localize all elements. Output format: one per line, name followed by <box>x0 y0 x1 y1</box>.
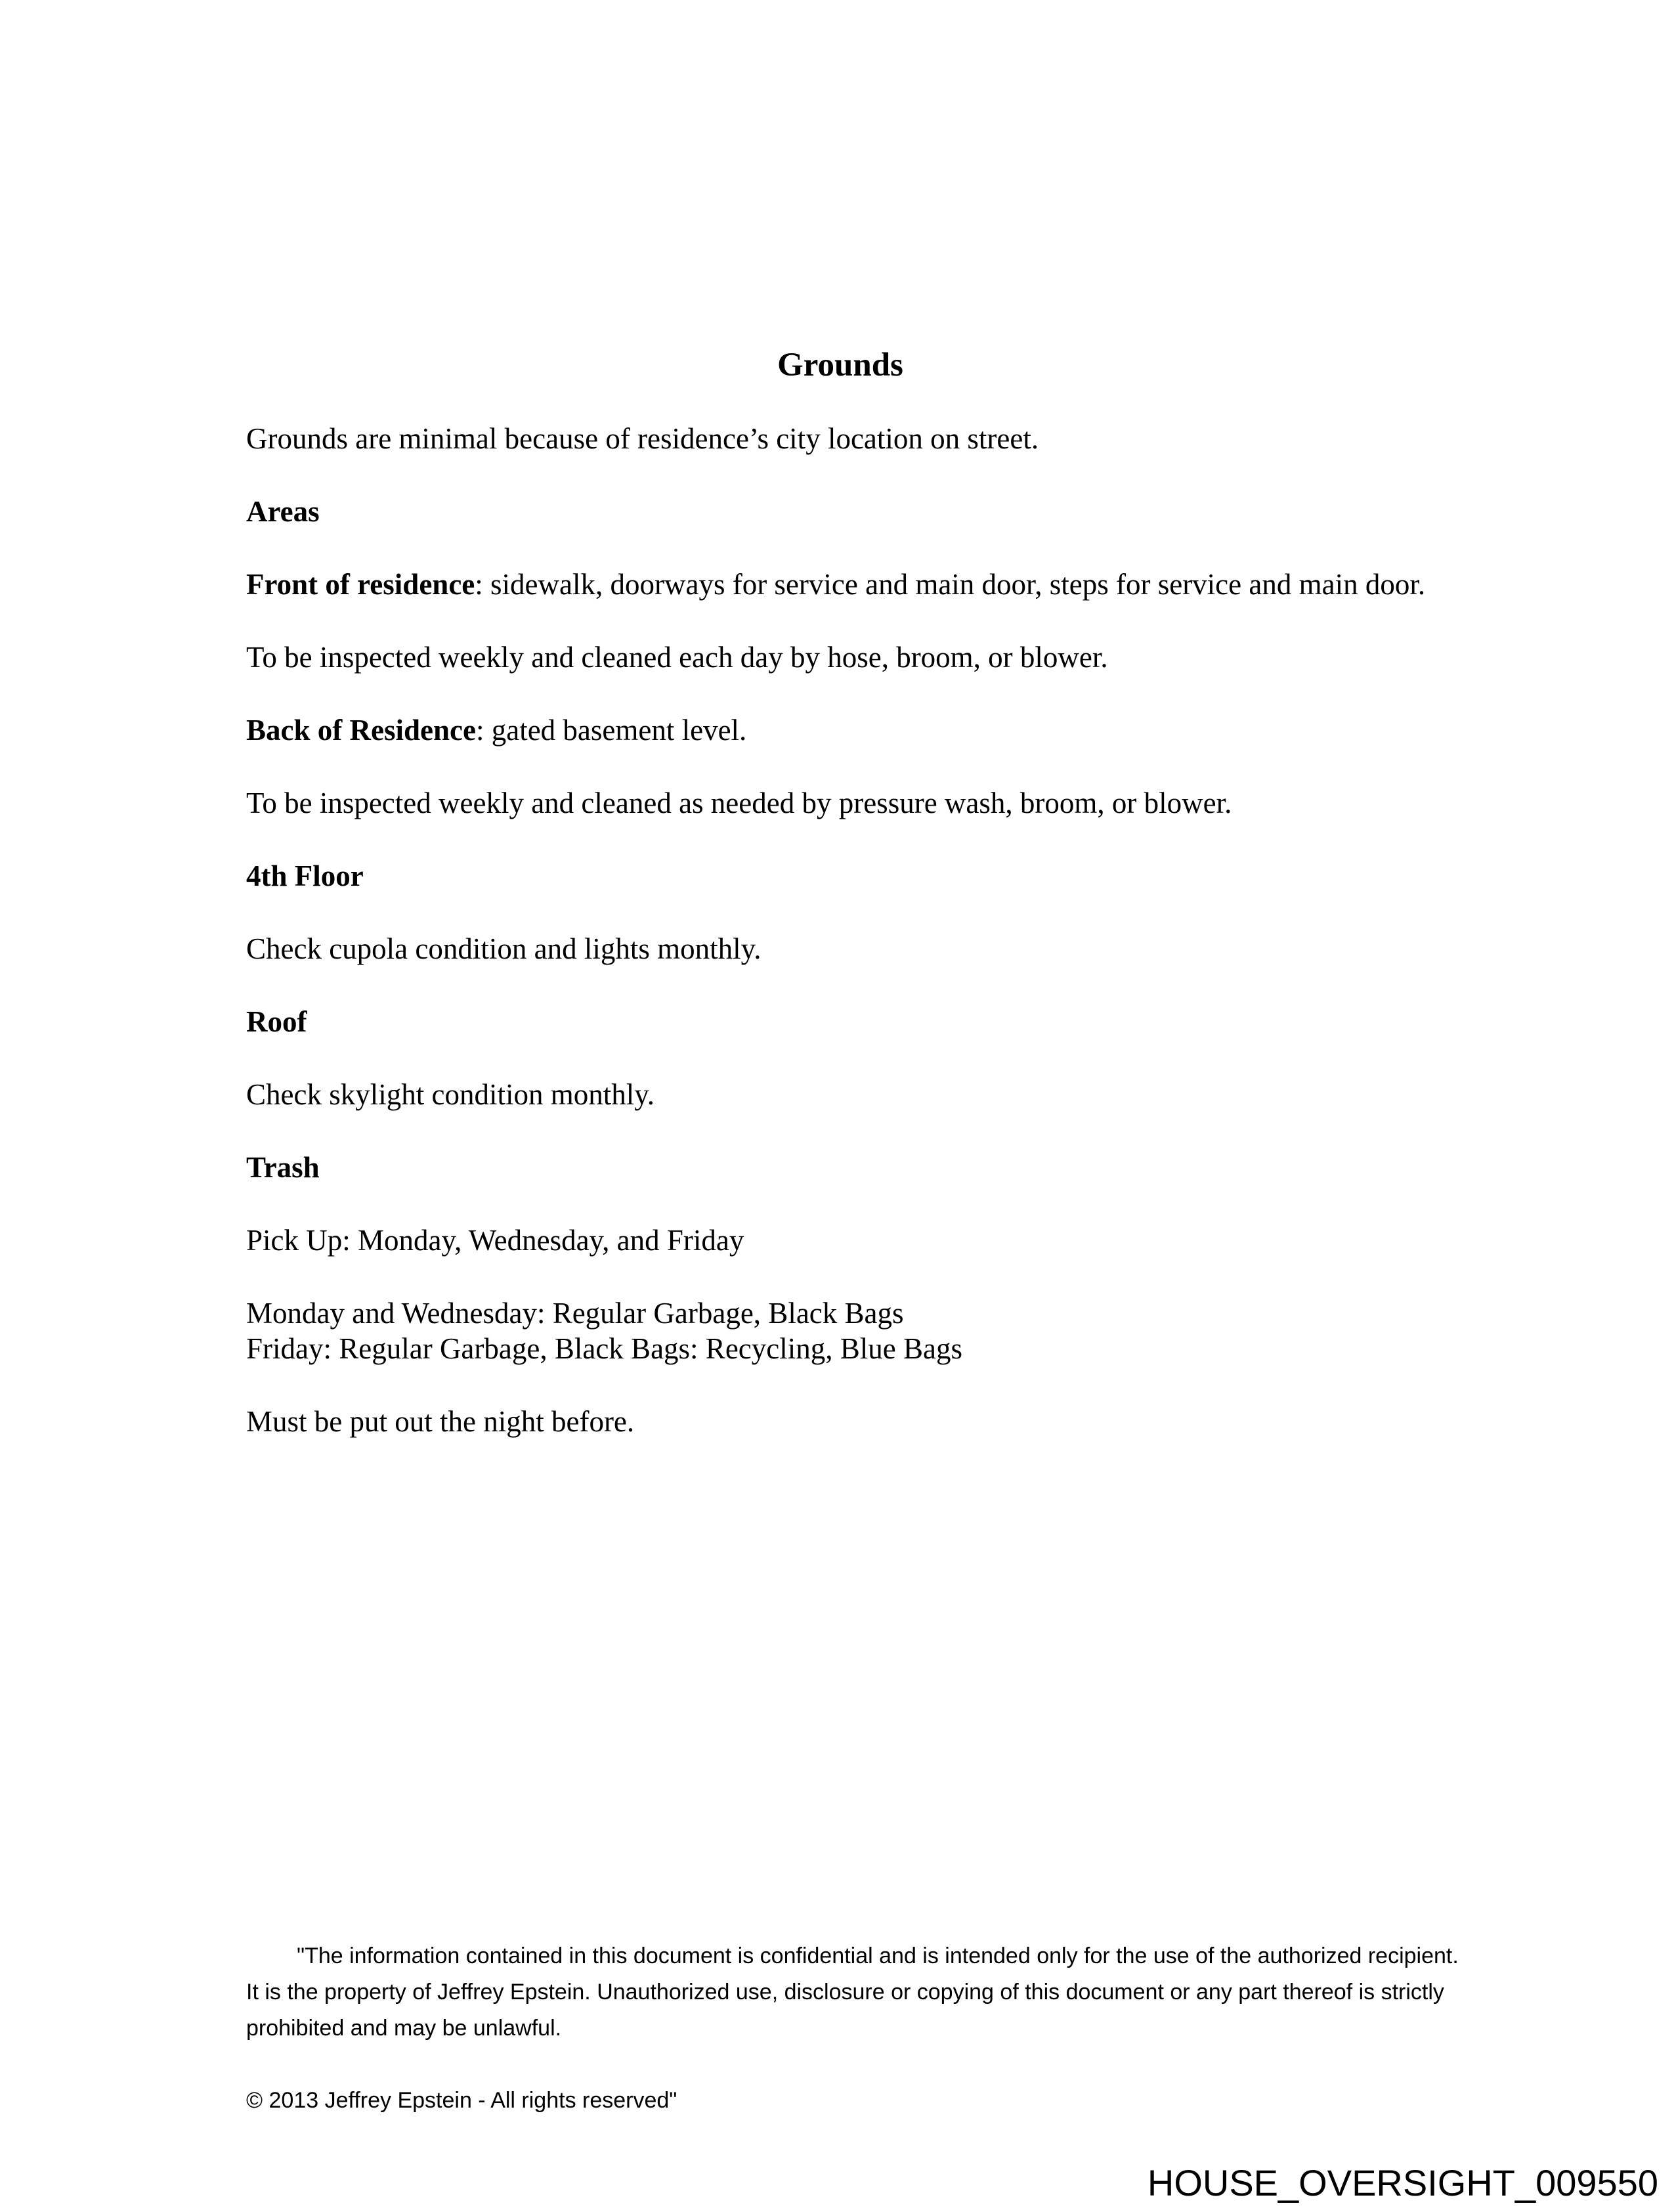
notice-line-2: It is the property of Jeffrey Epstein. Unauthorized use, disclosure or copying of this document or any part thereof is strictly <box>246 1980 1444 2005</box>
back-of-residence-label: Back of Residence <box>246 714 476 747</box>
fourth-floor-heading: 4th Floor <box>246 859 364 892</box>
front-of-residence-label: Front of residence <box>246 568 475 601</box>
copyright-line: © 2013 Jeffrey Epstein - All rights reserved" <box>246 2088 677 2113</box>
confidentiality-footer <box>246 1938 1467 2119</box>
skylight-paragraph: Check skylight condition monthly. <box>246 1078 655 1111</box>
front-inspection-paragraph: To be inspected weekly and cleaned each day by hose, broom, or blower. <box>246 641 1108 674</box>
back-inspection-paragraph: To be inspected weekly and cleaned as needed by pressure wash, broom, or blower. <box>246 787 1232 819</box>
notice-line-1: "The information contained in this document is confidential and is intended only for the use of the authorized recipient. <box>297 1943 1459 1968</box>
night-before-paragraph: Must be put out the night before. <box>246 1405 635 1438</box>
bates-stamp: HOUSE_OVERSIGHT_009550 <box>1147 2162 1658 2203</box>
back-of-residence-text: : gated basement level. <box>475 714 747 747</box>
trash-heading: Trash <box>246 1151 320 1184</box>
confidentiality-notice <box>246 1938 1467 2047</box>
garbage-schedule-paragraph <box>246 1295 1434 1366</box>
areas-heading: Areas <box>246 495 320 528</box>
cupola-paragraph: Check cupola condition and lights monthly. <box>246 932 762 965</box>
roof-heading: Roof <box>246 1005 307 1038</box>
schedule-line-friday: Friday: Regular Garbage, Black Bags: Recycling, Blue Bags <box>246 1332 962 1365</box>
schedule-line-monday-wednesday: Monday and Wednesday: Regular Garbage, Black Bags <box>246 1297 904 1330</box>
front-of-residence-paragraph <box>246 567 1434 602</box>
pickup-paragraph: Pick Up: Monday, Wednesday, and Friday <box>246 1224 744 1257</box>
notice-line-3: prohibited and may be unlawful. <box>246 2016 562 2041</box>
document-title: Grounds <box>777 347 903 383</box>
back-of-residence-paragraph <box>246 712 1434 748</box>
intro-paragraph: Grounds are minimal because of residence’s city location on street. <box>246 422 1039 455</box>
document-body <box>246 347 1434 1477</box>
front-of-residence-text: : sidewalk, doorways for service and main door, steps for service and main door. <box>475 568 1426 601</box>
